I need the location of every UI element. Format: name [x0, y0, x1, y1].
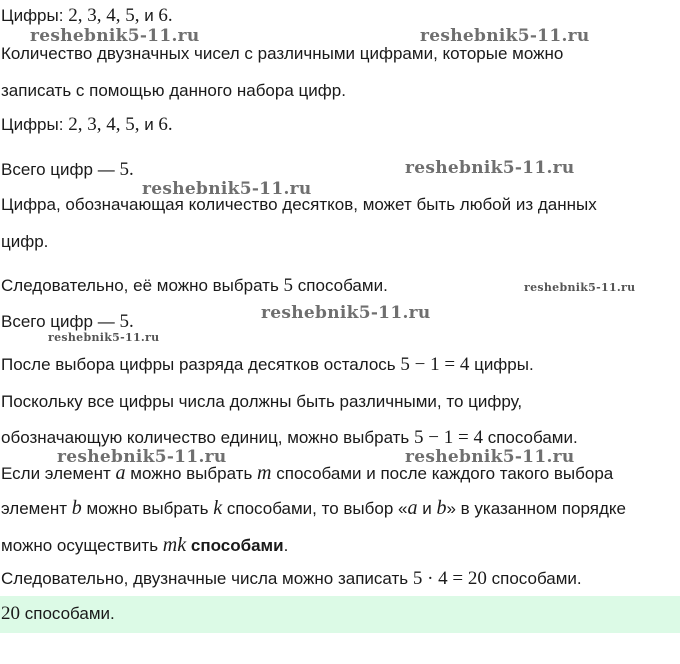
solution-total-digits-2: Всего цифр — 5.	[1, 311, 134, 332]
task-title: Цифры: 2, 3, 4, 5, и 6.	[1, 5, 173, 26]
watermark: reshebnik5-11.ru	[30, 26, 200, 46]
conclusion: Следовательно, двузначные числа можно записать 5 · 4 = 20 способами.	[1, 568, 582, 589]
tens-choice: Следовательно, её можно выбрать 5 способами.	[1, 275, 388, 296]
watermark: reshebnik5-11.ru	[57, 447, 227, 467]
units-line-2: обозначающую количество единиц, можно выбрать 5 − 1 = 4 способами.	[1, 427, 578, 448]
digits-math: 2, 3, 4, 5,	[68, 5, 140, 26]
tens-text-line-2: цифр.	[1, 232, 49, 251]
rule-line-3: можно осуществить mk способами.	[1, 534, 289, 556]
watermark: reshebnik5-11.ru	[48, 331, 160, 344]
rule-line-2: элемент b можно выбрать k способами, то выбор «a и b» в указанном порядке	[1, 497, 626, 519]
solution-total-digits: Всего цифр — 5.	[1, 159, 134, 180]
watermark: reshebnik5-11.ru	[420, 26, 590, 46]
watermark: reshebnik5-11.ru	[142, 179, 312, 199]
rule-line-1: Если элемент a можно выбрать m способами и после каждого такого выбора	[1, 462, 614, 484]
units-line-1: Поскольку все цифры числа должны быть различными, то цифру,	[1, 392, 523, 411]
solution-digits: Цифры: 2, 3, 4, 5, и 6.	[1, 114, 173, 135]
answer-text: 20 способами.	[1, 603, 115, 624]
watermark: reshebnik5-11.ru	[524, 281, 636, 294]
answer-box	[0, 596, 680, 633]
watermark: reshebnik5-11.ru	[261, 303, 431, 323]
tens-text-line-1: Цифра, обозначающая количество десятков, может быть любой из данных	[1, 195, 597, 214]
watermark: reshebnik5-11.ru	[405, 447, 575, 467]
task-question-line-1: Количество двузначных чисел с различными цифрами, которые можно	[1, 44, 564, 63]
task-question-line-2: записать с помощью данного набора цифр.	[1, 81, 346, 100]
watermark: reshebnik5-11.ru	[405, 158, 575, 178]
after-tens: После выбора цифры разряда десятков осталось 5 − 1 = 4 цифры.	[1, 354, 534, 375]
